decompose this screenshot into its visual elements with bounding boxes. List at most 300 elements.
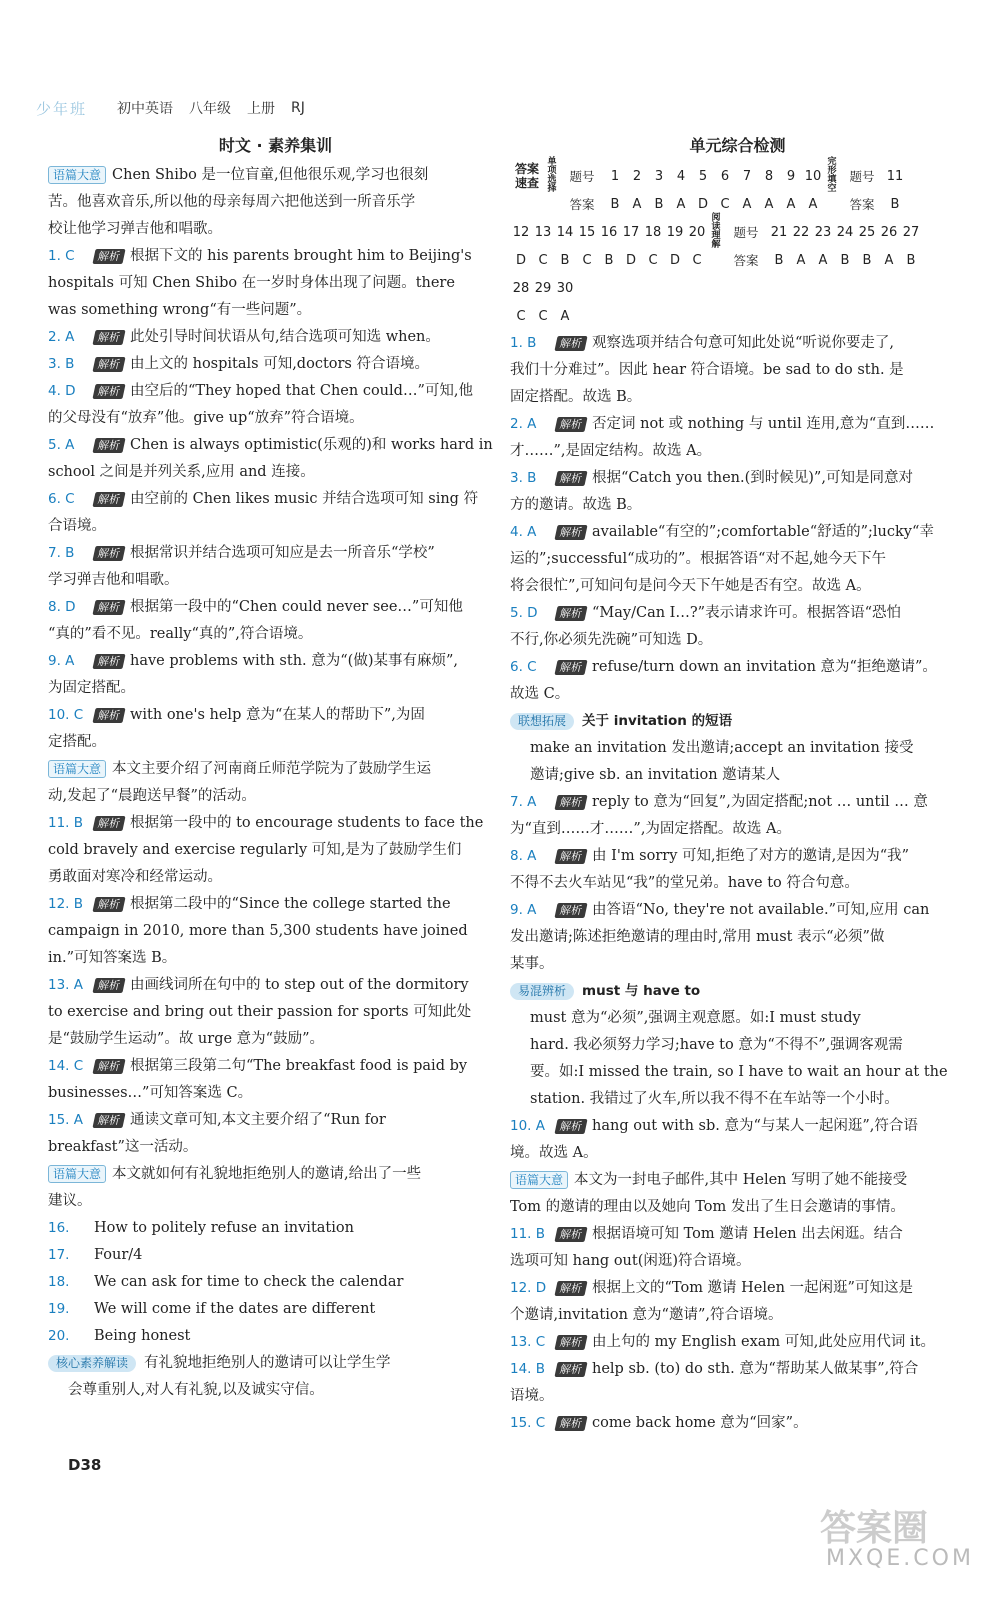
answer-line bbox=[48, 378, 503, 405]
answer-text: 将会很忙”,可知问句是问今天下午她是否有空。故选 A。 bbox=[510, 578, 871, 594]
answer-text: 本文主要介绍了河南商丘师范学院为了鼓励学生运 bbox=[112, 761, 432, 777]
grid-row bbox=[510, 190, 965, 218]
watermark-logo: 答案圈 bbox=[820, 1508, 929, 1549]
grid-cell: A bbox=[796, 252, 806, 268]
answer-line bbox=[510, 627, 965, 654]
grid-cell: A bbox=[742, 196, 752, 212]
analysis-tag: 解析 bbox=[92, 438, 125, 453]
answer-text: “真的”看不见。really“真的”,符合语境。 bbox=[48, 626, 313, 642]
answer-text: 学习弹吉他和唱歌。 bbox=[48, 572, 179, 588]
answer-text: campaign in 2010, more than 5,300 students have joined bbox=[48, 923, 468, 939]
grid-cell: 8 bbox=[764, 168, 774, 184]
analysis-tag: 解析 bbox=[92, 330, 125, 345]
answer-line bbox=[510, 438, 965, 465]
answer-text: 固定搭配。故选 B。 bbox=[510, 389, 642, 405]
answer-line bbox=[48, 189, 503, 216]
answer-line bbox=[510, 1194, 965, 1221]
answer-line bbox=[48, 891, 503, 918]
answer-text: 由上句的 my English exam 可知,此处应用代词 it。 bbox=[592, 1334, 935, 1350]
analysis-tag: 解析 bbox=[554, 1362, 587, 1377]
grid-row bbox=[510, 302, 965, 330]
answer-line bbox=[48, 216, 503, 243]
answer-text: 根据第二段中的“Since the college started the bbox=[130, 896, 451, 912]
question-number: 14. B bbox=[510, 1361, 546, 1377]
grid-cell: A bbox=[884, 252, 894, 268]
answer-line bbox=[48, 324, 503, 351]
answer-text: 动,发起了“晨跑送早餐”的活动。 bbox=[48, 788, 256, 804]
answer-text: 勇敢面对寒冷和经常运动。 bbox=[48, 869, 222, 885]
answer-text: 的父母没有“放弃”他。give up“放弃”符合语境。 bbox=[48, 410, 364, 426]
analysis-tag: 解析 bbox=[92, 897, 125, 912]
question-number: 9. A bbox=[510, 902, 537, 918]
grid-cell: 6 bbox=[720, 168, 730, 184]
answer-text: 某事。 bbox=[510, 956, 554, 972]
right-column bbox=[510, 130, 965, 1437]
analysis-tag: 解析 bbox=[92, 816, 125, 831]
grid-cell: B bbox=[610, 196, 620, 212]
question-number: 9. A bbox=[48, 653, 75, 669]
grid-row bbox=[510, 213, 965, 250]
question-number: 8. D bbox=[48, 599, 76, 615]
answer-text: 为固定搭配。 bbox=[48, 680, 135, 696]
answer-line bbox=[48, 243, 503, 270]
publisher-logo: 少年班 bbox=[36, 99, 88, 118]
grid-cell: A bbox=[560, 308, 570, 324]
tip-title: must 与 have to bbox=[582, 983, 701, 999]
answer-line bbox=[510, 1329, 965, 1356]
left-column bbox=[48, 130, 503, 1404]
grid-cell: B bbox=[560, 252, 570, 268]
answer-text: Chen Shibo 是一位盲童,但他很乐观,学习也很刻 bbox=[112, 167, 429, 183]
grid-cell: 2 bbox=[632, 168, 642, 184]
grid-cell: 28 bbox=[512, 280, 530, 296]
answer-line bbox=[48, 783, 503, 810]
grid-cell: 22 bbox=[792, 224, 810, 240]
answer-line bbox=[510, 330, 965, 357]
answer-line bbox=[48, 621, 503, 648]
grid-cell: 4 bbox=[676, 168, 686, 184]
grid-header: 答案 bbox=[569, 196, 595, 212]
header-edition: RJ bbox=[291, 100, 305, 116]
grid-cell: 14 bbox=[556, 224, 574, 240]
answer-line bbox=[48, 1215, 503, 1242]
question-number: 4. D bbox=[48, 383, 76, 399]
grid-cell: A bbox=[676, 196, 686, 212]
answer-text: reply to 意为“回复”,为固定搭配;not … until … 意 bbox=[592, 794, 928, 810]
grid-cell: B bbox=[906, 252, 916, 268]
answer-text: 根据下文的 his parents brought him to Beijing's bbox=[130, 248, 472, 264]
question-number: 2. A bbox=[510, 416, 537, 432]
answer-line bbox=[48, 837, 503, 864]
answer-line bbox=[510, 465, 965, 492]
grid-header: 答案 bbox=[849, 196, 875, 212]
answer-line bbox=[48, 594, 503, 621]
grid-cell: C bbox=[516, 308, 526, 324]
answer-text: 根据语境可知 Tom 邀请 Helen 出去闲逛。结合 bbox=[592, 1226, 903, 1242]
question-number: 14. C bbox=[48, 1058, 84, 1074]
grid-cell: D bbox=[669, 252, 680, 268]
answer-line bbox=[510, 681, 965, 708]
tip-label: 联想拓展 bbox=[510, 713, 574, 730]
watermark-url: MXQE.COM bbox=[826, 1546, 974, 1571]
grid-cell: 9 bbox=[786, 168, 796, 184]
analysis-tag: 解析 bbox=[554, 471, 587, 486]
header-volume: 上册 bbox=[247, 101, 276, 117]
answer-line bbox=[48, 270, 503, 297]
answer-line bbox=[48, 1296, 503, 1323]
answer-text: in.”可知答案选 B。 bbox=[48, 950, 177, 966]
grid-header: 题号 bbox=[849, 168, 875, 184]
answer-text: 语境。 bbox=[510, 1388, 554, 1404]
right-answer-list bbox=[510, 330, 965, 1437]
question-number: 16. bbox=[48, 1220, 70, 1236]
analysis-tag: 解析 bbox=[92, 384, 125, 399]
answer-line bbox=[48, 1107, 503, 1134]
analysis-tag: 解析 bbox=[92, 249, 125, 264]
answer-text: 此处引导时间状语从句,结合选项可知选 when。 bbox=[130, 329, 440, 345]
header-subject: 初中英语 bbox=[117, 101, 174, 117]
analysis-tag: 解析 bbox=[92, 708, 125, 723]
answer-line bbox=[48, 1242, 503, 1269]
answer-line bbox=[510, 789, 965, 816]
grid-cell: 24 bbox=[836, 224, 854, 240]
grid-cell: 27 bbox=[902, 224, 920, 240]
grid-cell: A bbox=[786, 196, 796, 212]
answer-text: 要。如:I missed the train, so I have to wait an hour at the bbox=[530, 1064, 948, 1080]
answer-text: Four/4 bbox=[94, 1247, 143, 1263]
summary-label: 语篇大意 bbox=[510, 1171, 568, 1189]
answer-text: businesses…”可知答案选 C。 bbox=[48, 1085, 253, 1101]
answer-text: must 意为“必须”,强调主观意愿。如:I must study bbox=[530, 1010, 861, 1026]
answer-line bbox=[48, 297, 503, 324]
grid-cell: 13 bbox=[534, 224, 552, 240]
grid-cell: 10 bbox=[804, 168, 822, 184]
answer-text: 本文为一封电子邮件,其中 Helen 写明了她不能接受 bbox=[574, 1172, 908, 1188]
question-number: 3. B bbox=[510, 470, 537, 486]
answer-text: 根据第一段中的 to encourage students to face the bbox=[130, 815, 484, 831]
answer-line bbox=[510, 1248, 965, 1275]
analysis-tag: 解析 bbox=[554, 525, 587, 540]
grid-cell: B bbox=[890, 196, 900, 212]
answer-line bbox=[510, 1032, 965, 1059]
question-number: 5. D bbox=[510, 605, 538, 621]
answer-line bbox=[48, 864, 503, 891]
answer-line bbox=[510, 1113, 965, 1140]
grid-cell: 23 bbox=[814, 224, 832, 240]
tip-title: 关于 invitation 的短语 bbox=[582, 713, 733, 729]
grid-cell: 25 bbox=[858, 224, 876, 240]
question-number: 11. B bbox=[510, 1226, 546, 1242]
question-number: 12. B bbox=[48, 896, 84, 912]
question-number: 11. B bbox=[48, 815, 84, 831]
question-number: 2. A bbox=[48, 329, 75, 345]
answer-text: 方的邀请。故选 B。 bbox=[510, 497, 642, 513]
answer-text: to exercise and bring out their passion for sports 可知此处 bbox=[48, 1004, 472, 1020]
answer-text: station. 我错过了火车,所以我不得不在车站等一个小时。 bbox=[530, 1091, 899, 1107]
grid-cell: C bbox=[692, 252, 702, 268]
question-number: 17. bbox=[48, 1247, 70, 1263]
answer-text: 不得不去火车站见“我”的堂兄弟。have to 符合句意。 bbox=[510, 875, 859, 891]
answer-text: 邀请;give sb. an invitation 邀请某人 bbox=[530, 767, 781, 783]
question-number: 15. A bbox=[48, 1112, 83, 1128]
tip-label: 易混辨析 bbox=[510, 983, 574, 1000]
grid-cell: A bbox=[818, 252, 828, 268]
answer-line bbox=[48, 702, 503, 729]
grid-cell: 29 bbox=[534, 280, 552, 296]
question-number: 6. C bbox=[48, 491, 75, 507]
answer-line bbox=[48, 945, 503, 972]
answer-line bbox=[48, 918, 503, 945]
question-number: 1. B bbox=[510, 335, 537, 351]
answer-text: 由答语“No, they're not available.”可知,应用 can bbox=[592, 902, 930, 918]
grid-cell: D bbox=[625, 252, 636, 268]
answer-line bbox=[48, 567, 503, 594]
answer-line bbox=[510, 357, 965, 384]
answer-text: available“有空的”;comfortable“舒适的”;lucky“幸 bbox=[592, 524, 934, 540]
answer-line bbox=[510, 735, 965, 762]
answer-line bbox=[510, 816, 965, 843]
answer-line bbox=[510, 654, 965, 681]
answer-line bbox=[48, 972, 503, 999]
answer-text: hospitals 可知 Chen Shibo 在一岁时身体出现了问题。there bbox=[48, 275, 455, 291]
answer-line bbox=[510, 1167, 965, 1194]
answer-line bbox=[510, 1275, 965, 1302]
grid-cell: C bbox=[582, 252, 592, 268]
answer-line bbox=[510, 1302, 965, 1329]
answer-line bbox=[510, 573, 965, 600]
grid-cell: 21 bbox=[770, 224, 788, 240]
answer-line bbox=[510, 843, 965, 870]
answer-text: We can ask for time to check the calendar bbox=[94, 1274, 404, 1290]
answer-line bbox=[48, 351, 503, 378]
answer-text: 故选 C。 bbox=[510, 686, 570, 702]
answer-line bbox=[510, 1059, 965, 1086]
grid-cell: 12 bbox=[512, 224, 530, 240]
answer-text: 苦。他喜欢音乐,所以他的母亲每周六把他送到一所音乐学 bbox=[48, 194, 416, 210]
grid-cell: C bbox=[538, 308, 548, 324]
question-number: 3. B bbox=[48, 356, 75, 372]
answer-text: 由上文的 hospitals 可知,doctors 符合语境。 bbox=[130, 356, 429, 372]
answer-line bbox=[510, 870, 965, 897]
answer-line bbox=[48, 162, 503, 189]
summary-label: 语篇大意 bbox=[48, 166, 106, 184]
answer-line bbox=[510, 384, 965, 411]
answer-line bbox=[48, 1080, 503, 1107]
question-number: 19. bbox=[48, 1301, 70, 1317]
answer-line bbox=[510, 708, 965, 735]
question-number: 4. A bbox=[510, 524, 537, 540]
analysis-tag: 解析 bbox=[92, 978, 125, 993]
answer-quick-check-table bbox=[510, 157, 965, 330]
grid-cell: 7 bbox=[742, 168, 752, 184]
answer-line bbox=[48, 459, 503, 486]
page-header bbox=[36, 88, 506, 128]
grid-cell: B bbox=[654, 196, 664, 212]
answer-line bbox=[510, 978, 965, 1005]
answer-line bbox=[510, 951, 965, 978]
answer-text: 运的”;successful“成功的”。根据答语“对不起,她今天下午 bbox=[510, 551, 886, 567]
question-number: 7. A bbox=[510, 794, 537, 810]
answer-text: How to politely refuse an invitation bbox=[94, 1220, 354, 1236]
answer-line bbox=[48, 1350, 503, 1377]
answer-line bbox=[510, 1356, 965, 1383]
answer-line bbox=[48, 1161, 503, 1188]
grid-cell: A bbox=[808, 196, 818, 212]
question-number: 10. C bbox=[48, 707, 84, 723]
answer-text: 根据常识并结合选项可知应是去一所音乐“学校” bbox=[130, 545, 435, 561]
answer-line bbox=[48, 1134, 503, 1161]
grid-cell: D bbox=[515, 252, 526, 268]
analysis-tag: 解析 bbox=[92, 1113, 125, 1128]
analysis-tag: 解析 bbox=[554, 336, 587, 351]
grid-header: 答案 bbox=[733, 252, 759, 268]
question-number: 5. A bbox=[48, 437, 75, 453]
answer-line bbox=[48, 1269, 503, 1296]
analysis-tag: 解析 bbox=[92, 492, 125, 507]
answer-line bbox=[48, 1323, 503, 1350]
analysis-tag: 解析 bbox=[554, 606, 587, 621]
grid-vlabel: 阅读理解 bbox=[711, 213, 721, 250]
answer-line bbox=[48, 1026, 503, 1053]
grid-cell: 15 bbox=[578, 224, 596, 240]
left-answer-list bbox=[48, 162, 503, 1404]
analysis-tag: 解析 bbox=[554, 1281, 587, 1296]
answer-text: refuse/turn down an invitation 意为“拒绝邀请”。 bbox=[592, 659, 937, 675]
answer-text: 发出邀请;陈述拒绝邀请的理由时,常用 must 表示“必须”做 bbox=[510, 929, 885, 945]
answer-text: 根据“Catch you then.(到时候见)”,可知是同意对 bbox=[592, 470, 913, 486]
grid-label: 答案速查 bbox=[514, 162, 539, 190]
answer-text: 观察选项并结合句意可知此处说“听说你要走了, bbox=[592, 335, 895, 351]
question-number: 12. D bbox=[510, 1280, 547, 1296]
grid-cell: C bbox=[648, 252, 658, 268]
answer-text: 由 I'm sorry 可知,拒绝了对方的邀请,是因为“我” bbox=[592, 848, 910, 864]
grid-cell: 1 bbox=[610, 168, 620, 184]
question-number: 20. bbox=[48, 1328, 70, 1344]
answer-text: 为“直到……才……”,为固定搭配。故选 A。 bbox=[510, 821, 792, 837]
answer-text: “May/Can I…?”表示请求许可。根据答语“恐怕 bbox=[592, 605, 901, 621]
question-number: 15. C bbox=[510, 1415, 546, 1431]
grid-vlabel: 单项选择 bbox=[547, 157, 557, 194]
answer-text: 由画线词所在句中的 to step out of the dormitory bbox=[130, 977, 469, 993]
question-number: 6. C bbox=[510, 659, 537, 675]
answer-text: cold bravely and exercise regularly 可知,是为了鼓励学生们 bbox=[48, 842, 462, 858]
answer-line bbox=[510, 519, 965, 546]
analysis-tag: 解析 bbox=[554, 1416, 587, 1431]
answer-line bbox=[510, 1383, 965, 1410]
question-number: 10. A bbox=[510, 1118, 545, 1134]
grid-header: 题号 bbox=[569, 168, 595, 184]
answer-line bbox=[48, 513, 503, 540]
answer-text: 才……”,是固定结构。故选 A。 bbox=[510, 443, 712, 459]
analysis-tag: 解析 bbox=[554, 1335, 587, 1350]
answer-line bbox=[510, 1086, 965, 1113]
analysis-tag: 解析 bbox=[554, 903, 587, 918]
right-section-title: 单元综合检测 bbox=[689, 136, 786, 155]
answer-text: 有礼貌地拒绝别人的邀请可以让学生学 bbox=[144, 1355, 391, 1371]
answer-text: 是“鼓励学生运动”。故 urge 意为“鼓励”。 bbox=[48, 1031, 325, 1047]
answer-text: 合语境。 bbox=[48, 518, 106, 534]
answer-line bbox=[48, 648, 503, 675]
answer-text: 会尊重别人,对人有礼貌,以及诚实守信。 bbox=[68, 1382, 324, 1398]
answer-line bbox=[48, 486, 503, 513]
answer-text: school 之间是并列关系,应用 and 连接。 bbox=[48, 464, 315, 480]
grid-cell: A bbox=[632, 196, 642, 212]
grid-cell: C bbox=[538, 252, 548, 268]
answer-text: Chen is always optimistic(乐观的)和 works hard in bbox=[130, 437, 493, 453]
answer-text: with one's help 意为“在某人的帮助下”,为固 bbox=[130, 707, 425, 723]
answer-text: 否定词 not 或 nothing 与 until 连用,意为“直到…… bbox=[592, 416, 935, 432]
answer-line bbox=[510, 411, 965, 438]
answer-line bbox=[48, 1188, 503, 1215]
answer-text: 根据第一段中的“Chen could never see…”可知他 bbox=[130, 599, 463, 615]
grid-row bbox=[510, 246, 965, 274]
grid-cell: 26 bbox=[880, 224, 898, 240]
grid-vlabel: 完形填空 bbox=[827, 157, 837, 194]
grid-cell: 5 bbox=[698, 168, 708, 184]
grid-cell: 16 bbox=[600, 224, 618, 240]
answer-text: 个邀请,invitation 意为“邀请”,符合语境。 bbox=[510, 1307, 783, 1323]
grid-cell: 20 bbox=[688, 224, 706, 240]
answer-text: 境。故选 A。 bbox=[510, 1145, 598, 1161]
grid-cell: B bbox=[774, 252, 784, 268]
answer-text: make an invitation 发出邀请;accept an invitation 接受 bbox=[530, 740, 914, 756]
answer-text: come back home 意为“回家”。 bbox=[592, 1415, 808, 1431]
answer-text: 通读文章可知,本文主要介绍了“Run for bbox=[130, 1112, 386, 1128]
page-number: D38 bbox=[68, 1456, 102, 1474]
answer-line bbox=[48, 405, 503, 432]
answer-text: 我们十分难过”。因此 hear 符合语境。be sad to do sth. 是 bbox=[510, 362, 904, 378]
question-number: 13. C bbox=[510, 1334, 546, 1350]
grid-cell: 18 bbox=[644, 224, 662, 240]
tip-label: 核心素养解读 bbox=[48, 1355, 136, 1372]
answer-text: 建议。 bbox=[48, 1193, 92, 1209]
answer-line bbox=[48, 675, 503, 702]
grid-cell: A bbox=[764, 196, 774, 212]
answer-text: was something wrong“有一些问题”。 bbox=[48, 302, 312, 318]
question-number: 18. bbox=[48, 1274, 70, 1290]
grid-cell: 3 bbox=[654, 168, 664, 184]
answer-line bbox=[48, 540, 503, 567]
summary-label: 语篇大意 bbox=[48, 760, 106, 778]
answer-line bbox=[48, 1053, 503, 1080]
answer-line bbox=[48, 1377, 503, 1404]
question-number: 8. A bbox=[510, 848, 537, 864]
analysis-tag: 解析 bbox=[554, 660, 587, 675]
answer-text: Being honest bbox=[94, 1328, 191, 1344]
answer-line bbox=[510, 1005, 965, 1032]
analysis-tag: 解析 bbox=[92, 357, 125, 372]
answer-line bbox=[48, 810, 503, 837]
answer-text: 根据上文的“Tom 邀请 Helen 一起闲逛”可知这是 bbox=[592, 1280, 913, 1296]
answer-text: 由空后的“They hoped that Chen could…”可知,他 bbox=[130, 383, 473, 399]
answer-text: help sb. (to) do sth. 意为“帮助某人做某事”,符合 bbox=[592, 1361, 919, 1377]
analysis-tag: 解析 bbox=[92, 654, 125, 669]
answer-text: hang out with sb. 意为“与某人一起闲逛”,符合语 bbox=[592, 1118, 918, 1134]
answer-line bbox=[510, 1410, 965, 1437]
analysis-tag: 解析 bbox=[92, 1059, 125, 1074]
grid-cell: 19 bbox=[666, 224, 684, 240]
grid-row bbox=[510, 157, 965, 194]
answer-line bbox=[510, 600, 965, 627]
grid-cell: 17 bbox=[622, 224, 640, 240]
answer-text: 由空前的 Chen likes music 并结合选项可知 sing 符 bbox=[130, 491, 479, 507]
answer-line bbox=[48, 432, 503, 459]
answer-line bbox=[48, 756, 503, 783]
answer-text: 校让他学习弹吉他和唱歌。 bbox=[48, 221, 222, 237]
answer-text: 本文就如何有礼貌地拒绝别人的邀请,给出了一些 bbox=[112, 1166, 422, 1182]
grid-cell: B bbox=[840, 252, 850, 268]
answer-text: breakfast”这一活动。 bbox=[48, 1139, 198, 1155]
